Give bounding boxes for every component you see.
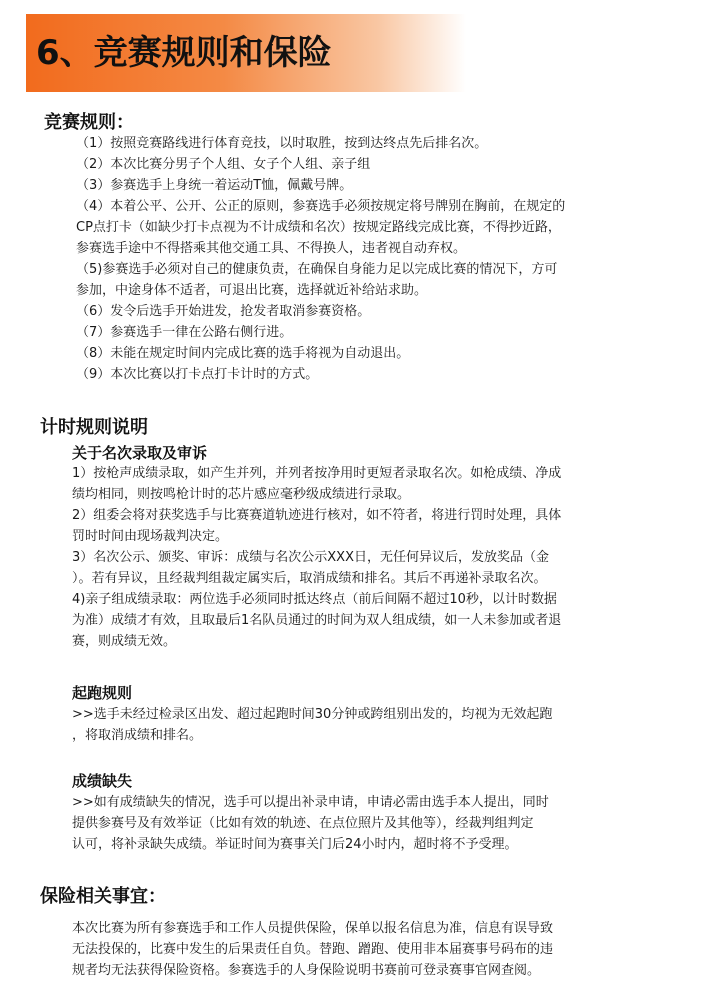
page-title: 6、竞赛规则和保险 — [36, 33, 332, 73]
ranking-line: 罚时时间由现场裁判决定。 — [72, 529, 229, 544]
missing-score-heading: 成绩缺失 — [72, 772, 133, 790]
insurance-line: 本次比赛为所有参赛选手和工作人员提供保险，保单以报名信息为准，信息有误导致 — [72, 921, 554, 936]
insurance-heading: 保险相关事宜： — [40, 886, 166, 907]
ranking-line: 绩均相同，则按鸣枪计时的芯片感应毫秒级成绩进行录取。 — [72, 487, 411, 502]
rules-line: （2）本次比赛分男子个人组、女子个人组、亲子组 — [76, 157, 371, 172]
timing-heading: 计时规则说明 — [40, 417, 148, 438]
insurance-text — [72, 918, 678, 981]
rules-line: （8）未能在规定时间内完成比赛的选手将视为自动退出。 — [76, 346, 410, 361]
rules-heading: 竞赛规则： — [44, 112, 134, 133]
rules-line: 参赛选手途中不得搭乘其他交通工具、不得换人，违者视自动弃权。 — [76, 241, 467, 256]
start-rules-line: >>选手未经过检录区出发、超过起跑时间30分钟或跨组别出发的，均视为无效起跑 — [72, 707, 553, 722]
missing-score-line: >>如有成绩缺失的情况，选手可以提出补录申请，申请必需由选手本人提出，同时 — [72, 795, 549, 810]
ranking-line: 3）名次公示、颁奖、审诉：成绩与名次公示XXX日，无任何异议后，发放奖品（金 — [72, 550, 549, 565]
missing-score-list — [72, 792, 678, 855]
rules-line: （9）本次比赛以打卡点打卡计时的方式。 — [76, 367, 319, 382]
start-rules-list — [72, 704, 678, 746]
insurance-line: 规者均无法获得保险资格。参赛选手的人身保险说明书赛前可登录赛事官网查阅。 — [72, 963, 541, 978]
missing-score-line: 提供参赛号及有效举证（比如有效的轨迹、在点位照片及其他等），经裁判组判定 — [72, 816, 534, 831]
ranking-line: 1）按枪声成绩录取，如产生并列，并列者按净用时更短者录取名次。如枪成绩、净成 — [72, 466, 562, 481]
rules-line: （3）参赛选手上身统一着运动T恤，佩戴号牌。 — [76, 178, 353, 193]
rules-list — [76, 133, 676, 385]
rules-line: （6）发令后选手开始进发，抢发者取消参赛资格。 — [76, 304, 371, 319]
ranking-line: 赛，则成绩无效。 — [72, 634, 177, 649]
insurance-line: 无法投保的，比赛中发生的后果责任自负。替跑、蹭跑、使用非本届赛事号码布的违 — [72, 942, 554, 957]
ranking-line: 为准）成绩才有效，且取最后1名队员通过的时间为双人组成绩，如一人未参加或者退 — [72, 613, 562, 628]
rules-line: （4）本着公平、公开、公正的原则，参赛选手必须按规定将号牌别在胸前，在规定的 — [76, 199, 566, 214]
ranking-list — [72, 463, 678, 652]
rules-line: 参加，中途身体不适者，可退出比赛，选择就近补给站求助。 — [76, 283, 428, 298]
rules-line: （1）按照竞赛路线进行体育竞技，以时取胜，按到达终点先后排名次。 — [76, 136, 488, 151]
ranking-line: 4)亲子组成绩录取：两位选手必须同时抵达终点（前后间隔不超过10秒，以计时数据 — [72, 592, 557, 607]
rules-line: （7）参赛选手一律在公路右侧行进。 — [76, 325, 293, 340]
missing-score-line: 认可，将补录缺失成绩。举证时间为赛事关门后24小时内，超时将不予受理。 — [72, 837, 518, 852]
rules-line: CP点打卡（如缺少打卡点视为不计成绩和名次）按规定路线完成比赛，不得抄近路， — [76, 220, 561, 235]
start-rules-heading: 起跑规则 — [72, 684, 133, 702]
rules-line: （5)参赛选手必须对自己的健康负责，在确保自身能力足以完成比赛的情况下，方可 — [76, 262, 558, 277]
ranking-heading: 关于名次录取及审诉 — [72, 444, 208, 462]
start-rules-line: ，将取消成绩和排名。 — [72, 728, 203, 743]
ranking-line: 2）组委会将对获奖选手与比赛赛道轨迹进行核对，如不符者，将进行罚时处理，具体 — [72, 508, 562, 523]
ranking-line: ）。若有异议，且经裁判组裁定属实后，取消成绩和排名。其后不再递补录取名次。 — [72, 571, 547, 586]
